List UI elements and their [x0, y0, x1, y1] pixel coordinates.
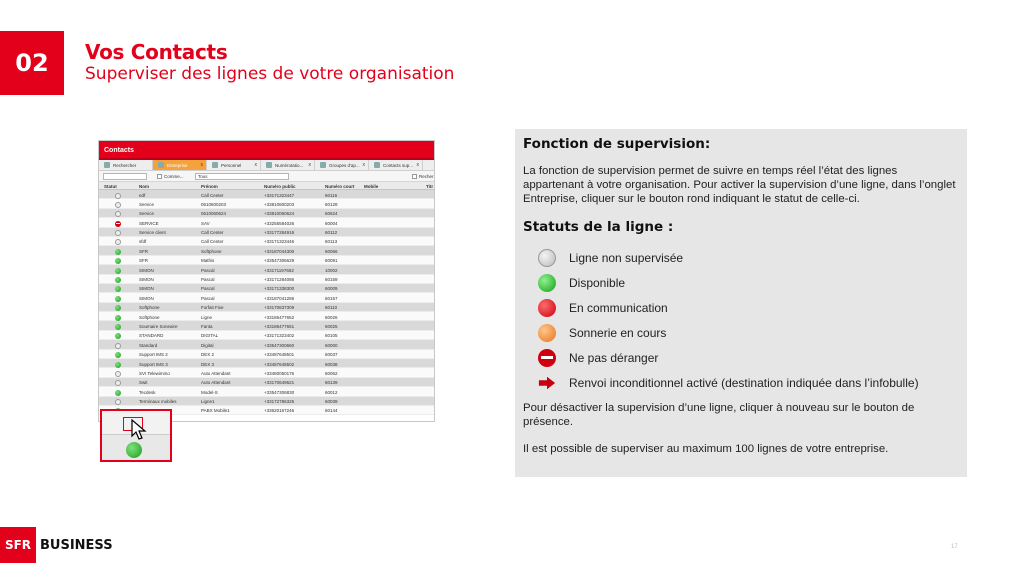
search-icon — [104, 162, 110, 168]
table-row[interactable] — [99, 293, 434, 302]
table-row[interactable] — [99, 275, 434, 284]
cell-public: +33171197652 — [264, 267, 294, 273]
cell-nom: Softphone — [139, 314, 160, 320]
status-green-icon[interactable] — [115, 315, 121, 321]
contacts-panel-title: Contacts — [99, 141, 434, 160]
tab-contacts-sup[interactable]: Contacts sup... x — [369, 160, 423, 170]
status-grey-icon[interactable] — [115, 371, 121, 377]
status-grey-icon[interactable] — [115, 230, 121, 236]
close-icon[interactable]: x — [362, 162, 365, 168]
table-row[interactable] — [99, 284, 434, 293]
rechercher-label: Recher — [419, 174, 434, 179]
sfr-business-logo — [0, 527, 113, 563]
cell-public: +33810600203 — [264, 201, 295, 207]
orange-circle-icon — [538, 324, 556, 342]
cell-nom: SIMON — [139, 277, 154, 283]
forward-arrow-icon — [538, 374, 556, 392]
status-green-icon[interactable] — [115, 324, 121, 330]
table-header — [99, 182, 434, 190]
cell-public: +33171323447 — [264, 192, 295, 198]
zoom-inset — [100, 409, 172, 462]
grey-circle-icon — [538, 249, 556, 267]
cell-court: 60037 — [325, 352, 338, 358]
status-item: Ligne non supervisée — [523, 245, 959, 270]
status-green-icon[interactable] — [115, 249, 121, 255]
cell-public: +33172786326 — [264, 399, 295, 405]
status-legend — [523, 245, 959, 395]
col-numero-court[interactable]: Numéro court — [325, 184, 355, 189]
cell-nom: SFR — [139, 248, 148, 254]
supervision-intro: La fonction de supervision permet de suivre en temps réel l’état des lignes appartenant à votre organisation. Pour activer la supervision d’une ligne, dans l’onglet Entreprise, cliquer sur le bouton rond indiquant le statut de celle-ci. — [523, 165, 956, 205]
cell-nom: sfdf — [139, 239, 147, 245]
cell-court: 60025 — [325, 323, 338, 329]
building-icon — [158, 162, 164, 168]
person-icon — [212, 162, 218, 168]
table-row[interactable] — [99, 368, 434, 377]
cell-prenom: PABX Mobile1 — [201, 408, 230, 414]
chapter-number: 02 — [0, 31, 64, 95]
status-grey-icon[interactable] — [115, 399, 121, 405]
contacts-tabbar — [99, 160, 434, 171]
cell-public: +33187044300 — [264, 248, 295, 254]
cell-nom: SVI Telewimmo — [139, 370, 170, 376]
status-item: Disponible — [523, 270, 959, 295]
status-dnd-icon[interactable] — [115, 221, 121, 227]
table-row[interactable] — [99, 331, 434, 340]
table-row[interactable] — [99, 350, 434, 359]
cell-public: +33487648502 — [264, 361, 295, 367]
commence-label: Comme... — [164, 174, 184, 179]
cell-nom: Service — [139, 201, 155, 207]
cell-public: +33810060624 — [264, 211, 295, 217]
cell-prenom: Mathis — [201, 258, 215, 264]
status-green-icon[interactable] — [115, 333, 121, 339]
status-green-icon[interactable] — [115, 352, 121, 358]
tab-numerotation[interactable]: Numérotatio... x — [261, 160, 315, 170]
status-green-icon[interactable] — [115, 277, 121, 283]
cell-nom: Swit — [139, 380, 148, 386]
cell-prenom: Pascal — [201, 277, 215, 283]
cell-public: +33547306830 — [264, 389, 295, 395]
col-statut[interactable]: Statut — [104, 184, 117, 189]
cell-prenom: Ligne — [201, 314, 213, 320]
filter-select[interactable]: Tous — [195, 173, 289, 180]
table-row[interactable] — [99, 312, 434, 321]
cell-court: 60116 — [325, 192, 338, 198]
status-grey-icon[interactable] — [115, 380, 121, 386]
close-icon[interactable]: x — [308, 162, 311, 168]
cell-public: +33620167246 — [264, 408, 295, 414]
cell-prenom: Fanta — [201, 323, 213, 329]
table-body — [99, 190, 434, 415]
cell-prenom: 0610600203 — [201, 201, 227, 207]
deactivate-text: Pour désactiver la supervision d’une ligne, cliquer à nouveau sur le bouton de présence. — [523, 402, 915, 428]
green-circle-icon — [538, 274, 556, 292]
status-item: Renvoi inconditionnel activé (destination indiquée dans l’infobulle) — [523, 370, 959, 395]
cell-nom: edf — [139, 192, 146, 198]
cell-prenom: Forfait Fixe — [201, 305, 224, 311]
cell-court: 60066 — [325, 248, 338, 254]
statuses-heading: Statuts de la ligne : — [523, 219, 674, 235]
cell-court: 60026 — [325, 314, 338, 320]
cell-public: +33547306629 — [264, 258, 295, 264]
cell-nom: Softphone — [139, 305, 160, 311]
table-row[interactable] — [99, 246, 434, 255]
status-grey-icon[interactable] — [115, 193, 121, 199]
do-not-disturb-icon — [538, 349, 556, 367]
table-row[interactable] — [99, 359, 434, 368]
cell-prenom: Digital — [201, 342, 214, 348]
cell-nom: Soumaire Soneaire — [139, 323, 178, 329]
cell-court: 60144 — [325, 408, 338, 414]
red-circle-icon — [538, 299, 556, 317]
cell-court: 60004 — [325, 220, 338, 226]
cell-prenom: Softphone — [201, 248, 222, 254]
cell-public: +33186477652 — [264, 314, 295, 320]
filter-bar — [99, 171, 434, 182]
sfr-logo: SFR — [0, 527, 36, 563]
cell-nom: SIMON — [139, 286, 154, 292]
cell-court: 60113 — [325, 239, 338, 245]
cell-prenom: DIGITAL — [201, 333, 219, 339]
page-number: 17 — [951, 544, 958, 550]
table-row[interactable] — [99, 321, 434, 330]
cell-prenom: DEX 3 — [201, 361, 215, 367]
cell-prenom: Auto Attendant — [201, 380, 231, 386]
status-grey-icon[interactable] — [115, 211, 121, 217]
cell-nom: Terminaux mobiles — [139, 399, 177, 405]
contacts-icon — [374, 162, 380, 168]
close-icon[interactable]: x — [416, 162, 419, 168]
supervision-heading: Fonction de supervision: — [523, 136, 711, 152]
table-row[interactable] — [99, 397, 434, 406]
cell-public: +33171284086 — [264, 277, 295, 283]
status-grey-icon[interactable] — [115, 202, 121, 208]
cell-nom: STANDARD — [139, 333, 164, 339]
status-item: Sonnerie en cours — [523, 320, 959, 345]
status-green-icon[interactable] — [115, 286, 121, 292]
cell-prenom: Call Center — [201, 192, 224, 198]
cell-nom: SFR — [139, 258, 148, 264]
col-titre[interactable]: Titr — [426, 184, 434, 189]
cell-court: 60159 — [325, 277, 338, 283]
col-mobile[interactable]: Mobile — [364, 184, 379, 189]
status-green-icon[interactable] — [115, 258, 121, 264]
status-item: Ne pas déranger — [523, 345, 959, 370]
tab-rechercher[interactable]: Rechercher — [99, 160, 153, 170]
cell-public: +33170637309 — [264, 305, 295, 311]
contacts-app-screenshot — [98, 140, 435, 422]
cell-public: +33171323446 — [264, 239, 295, 245]
cell-public: +33171338300 — [264, 286, 295, 292]
dialpad-icon — [266, 162, 272, 168]
cell-court: 60012 — [325, 389, 338, 395]
cell-prenom: 0610060624 — [201, 211, 227, 217]
contacts-table — [99, 182, 434, 415]
col-prenom[interactable]: Prénom — [201, 184, 218, 189]
table-row[interactable] — [99, 218, 434, 227]
cell-nom: Support IMS 2 — [139, 352, 168, 358]
cell-court: 60105 — [325, 333, 338, 339]
cell-nom: Tecdesk — [139, 389, 156, 395]
cell-nom: Standard — [139, 342, 158, 348]
table-row[interactable] — [99, 228, 434, 237]
cell-court: 60009 — [325, 286, 338, 292]
table-row[interactable] — [99, 256, 434, 265]
rechercher-checkbox[interactable] — [412, 174, 417, 179]
commence-checkbox[interactable] — [157, 174, 162, 179]
page-subtitle: Superviser des lignes de votre organisation — [85, 64, 455, 84]
tab-groupes[interactable]: Groupes d'ap... x — [315, 160, 369, 170]
table-row[interactable] — [99, 303, 434, 312]
cell-nom: SIMON — [139, 267, 154, 273]
business-label: BUSINESS — [40, 537, 113, 553]
cell-nom: SERVICE — [139, 220, 159, 226]
cell-public: +33487648501 — [264, 352, 295, 358]
table-row[interactable] — [99, 387, 434, 396]
cell-prenom: Model-S — [201, 389, 218, 395]
status-green-icon[interactable] — [115, 305, 121, 311]
cell-court: 60624 — [325, 211, 338, 217]
cell-public: +33170649621 — [264, 380, 295, 386]
cell-court: 60139 — [325, 380, 338, 386]
status-grey-icon[interactable] — [115, 239, 121, 245]
col-numero-public[interactable]: Numéro public — [264, 184, 296, 189]
table-row[interactable] — [99, 340, 434, 349]
cell-nom: Service — [139, 211, 155, 217]
cell-court: 60000 — [325, 342, 338, 348]
cell-prenom: SAV — [201, 220, 210, 226]
cell-nom: Support IMS 3 — [139, 361, 168, 367]
cell-court: 10002 — [325, 267, 338, 273]
col-nom[interactable]: Nom — [139, 184, 149, 189]
cell-prenom: Pascal — [201, 267, 215, 273]
cell-court: 60062 — [325, 370, 338, 376]
cell-court: 60112 — [325, 230, 338, 236]
cell-public: +33186477651 — [264, 323, 295, 329]
status-green-icon[interactable] — [115, 362, 121, 368]
group-icon — [320, 162, 326, 168]
cell-public: +33187041286 — [264, 295, 295, 301]
cell-public: +33171323402 — [264, 333, 295, 339]
cell-prenom: DEX 2 — [201, 352, 215, 358]
page-title: Vos Contacts — [85, 40, 228, 64]
cell-court: 60038 — [325, 361, 338, 367]
cell-prenom: Pascal — [201, 286, 215, 292]
table-row[interactable] — [99, 265, 434, 274]
green-status-icon[interactable] — [126, 442, 142, 458]
table-row[interactable] — [99, 378, 434, 387]
tab-personnel[interactable]: Personnel x — [207, 160, 261, 170]
table-row[interactable] — [99, 237, 434, 246]
cursor-arrow-icon — [130, 419, 150, 441]
table-row[interactable] — [99, 199, 434, 208]
cell-prenom: Auto Attendant — [201, 370, 231, 376]
cell-court: 60110 — [325, 305, 338, 311]
limit-text: Il est possible de superviser au maximum 100 lignes de votre entreprise. — [523, 443, 889, 455]
cell-public: +33177284916 — [264, 230, 295, 236]
status-grey-icon[interactable] — [115, 343, 121, 349]
cell-court: 60128 — [325, 201, 338, 207]
status-green-icon[interactable] — [115, 268, 121, 274]
cell-court: 60091 — [325, 258, 338, 264]
table-row[interactable] — [99, 209, 434, 218]
cell-prenom: Pascal — [201, 295, 215, 301]
cell-court: 60157 — [325, 295, 338, 301]
cell-prenom: Ligne1 — [201, 399, 215, 405]
status-green-icon[interactable] — [115, 390, 121, 396]
table-row[interactable] — [99, 190, 434, 199]
status-item: En communication — [523, 295, 959, 320]
status-green-icon[interactable] — [115, 296, 121, 302]
cell-public: +33480050176 — [264, 370, 295, 376]
supervision-info-panel — [515, 129, 967, 477]
cell-public: +33255584026 — [264, 220, 295, 226]
cell-prenom: Call Center — [201, 239, 224, 245]
close-icon[interactable]: x — [254, 162, 257, 168]
cell-public: +33547300660 — [264, 342, 295, 348]
tab-entreprise[interactable]: Entreprise x — [153, 160, 207, 170]
cell-nom: SIMON — [139, 295, 154, 301]
cell-prenom: Call Center — [201, 230, 224, 236]
search-input[interactable] — [103, 173, 147, 180]
close-icon[interactable]: x — [200, 162, 203, 168]
cell-nom: Service client — [139, 230, 166, 236]
cell-court: 60039 — [325, 399, 338, 405]
